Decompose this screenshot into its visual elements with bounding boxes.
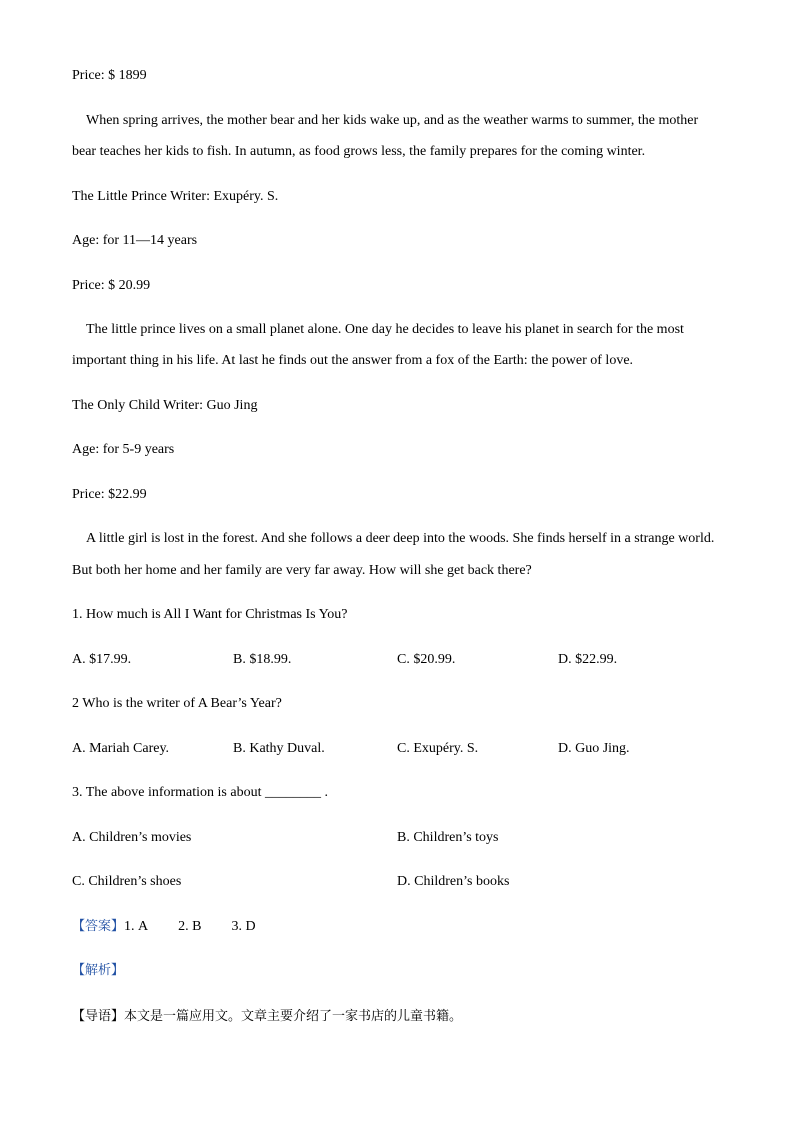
answer-label: 【答案】	[72, 919, 125, 934]
book3-desc-line2: But both her home and her family are very far away. How will she get back there?	[72, 563, 532, 578]
question-3-option-a: A. Children’s movies	[72, 830, 192, 845]
question-3-option-d: D. Children’s books	[397, 874, 510, 889]
question-1-option-c: C. $20.99.	[397, 652, 456, 667]
answer-row	[72, 918, 256, 936]
question-1-option-a: A. $17.99.	[72, 652, 132, 667]
question-2: 2 Who is the writer of A Bear’s Year?	[72, 696, 282, 711]
question-2-option-d: D. Guo Jing.	[558, 741, 630, 756]
book1-desc-line2: bear teaches her kids to fish. In autumn, as food grows less, the family prepares for the coming winter.	[72, 144, 646, 159]
answer-item-3: 3. D	[231, 919, 256, 934]
book2-title-writer: The Little Prince Writer: Exupéry. S.	[72, 189, 279, 204]
question-3-option-c: C. Children’s shoes	[72, 874, 182, 889]
book3-desc-line1: A little girl is lost in the forest. And she follows a deer deep into the woods. She finds herself in a strange world.	[86, 531, 715, 546]
book1-desc-line1: When spring arrives, the mother bear and her kids wake up, and as the weather warms to summer, the mother	[86, 113, 699, 128]
guide-row	[72, 1008, 462, 1026]
question-3-option-b: B. Children’s toys	[397, 830, 499, 845]
question-1-option-d: D. $22.99.	[558, 652, 618, 667]
book2-desc-line2: important thing in his life. At last he finds out the answer from a fox of the Earth: the power of love.	[72, 353, 634, 368]
book3-price: Price: $22.99	[72, 487, 147, 502]
question-2-option-a: A. Mariah Carey.	[72, 741, 170, 756]
question-3: 3. The above information is about ________ .	[72, 785, 328, 800]
book2-desc-line1: The little prince lives on a small planet alone. One day he decides to leave his planet in search for the most	[86, 322, 684, 337]
analysis-row	[72, 962, 124, 980]
book1-price: Price: $ 1899	[72, 68, 147, 83]
guide-text: 本文是一篇应用文。文章主要介绍了一家书店的儿童书籍。	[124, 1009, 463, 1024]
book2-age: Age: for 11—14 years	[72, 233, 198, 248]
question-2-option-b: B. Kathy Duval.	[233, 741, 325, 756]
question-1-option-b: B. $18.99.	[233, 652, 292, 667]
question-1: 1. How much is All I Want for Christmas Is You?	[72, 607, 348, 622]
question-2-option-c: C. Exupéry. S.	[397, 741, 479, 756]
answer-item-1: 1. A	[124, 919, 149, 934]
book2-price: Price: $ 20.99	[72, 278, 151, 293]
guide-label: 【导语】	[72, 1009, 125, 1024]
analysis-label: 【解析】	[72, 963, 125, 978]
answer-item-2: 2. B	[178, 919, 202, 934]
book3-title-writer: The Only Child Writer: Guo Jing	[72, 398, 258, 413]
book3-age: Age: for 5-9 years	[72, 442, 175, 457]
